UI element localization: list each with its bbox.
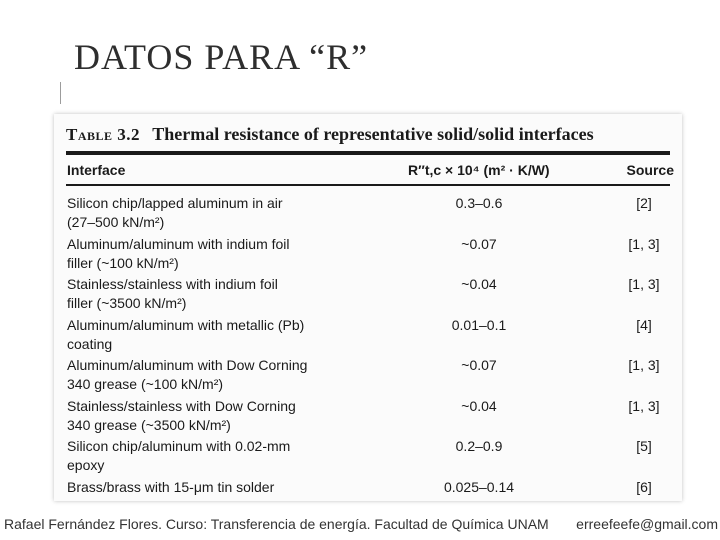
interface-line: 340 grease (~100 kN/m²) (67, 376, 224, 392)
interface-line: (27–500 kN/m²) (67, 214, 165, 230)
source-cell: [2] (636, 195, 652, 211)
interface-line: Silicon chip/aluminum with 0.02-mm (67, 438, 291, 454)
header-interface: Interface (67, 162, 126, 178)
resistance-cell: 0.025–0.14 (443, 478, 515, 495)
table-caption-label: Table 3.2 (66, 125, 141, 144)
footer-email: erreefeefe@gmail.com (576, 516, 718, 532)
header-source: Source (626, 162, 674, 178)
interface-line: filler (~3500 kN/m²) (67, 295, 187, 311)
table-row (54, 194, 682, 235)
source-cell: [5] (636, 438, 652, 454)
interface-line: Silicon chip/lapped aluminum in air (67, 195, 283, 211)
resistance-cell: ~0.04 (461, 397, 497, 414)
interface-cell (67, 194, 397, 232)
table-row (54, 478, 682, 519)
slide-title: DATOS PARA “R” (74, 37, 369, 77)
interface-cell (67, 235, 397, 273)
interface-line: Brass/brass with 15-μm tin solder (67, 478, 275, 495)
thermal-resistance-table (54, 114, 682, 501)
table-row (54, 356, 682, 397)
table-body (54, 194, 682, 518)
source-cell: [1, 3] (628, 397, 660, 414)
interface-cell (67, 478, 397, 497)
resistance-cell: ~0.07 (461, 235, 497, 252)
resistance-cell: 0.3–0.6 (455, 195, 503, 211)
table-row (54, 316, 682, 357)
interface-line: filler (~100 kN/m²) (67, 254, 179, 271)
table-row (54, 437, 682, 478)
interface-cell (67, 397, 397, 435)
table-caption (66, 124, 594, 145)
interface-line: Stainless/stainless with indium foil (67, 276, 278, 292)
table-row (54, 275, 682, 316)
table-row (54, 397, 682, 438)
interface-cell (67, 437, 397, 475)
interface-line: coating (67, 335, 113, 352)
interface-line: Stainless/stainless with Dow Corning (67, 397, 296, 414)
table-row (54, 235, 682, 276)
interface-cell (67, 316, 397, 354)
table-top-rule (66, 151, 670, 155)
interface-line: epoxy (67, 457, 105, 473)
interface-line: Aluminum/aluminum with indium foil (67, 235, 290, 252)
interface-line: Aluminum/aluminum with metallic (Pb) (67, 316, 305, 333)
source-cell: [1, 3] (628, 276, 660, 292)
header-resistance: R″t,c × 10⁴ (m² · K/W) (408, 162, 550, 178)
interface-cell (67, 275, 397, 313)
source-cell: [1, 3] (628, 235, 660, 252)
resistance-cell: 0.01–0.1 (451, 316, 507, 333)
resistance-cell: 0.2–0.9 (455, 438, 503, 454)
source-cell: [1, 3] (628, 357, 660, 373)
footer-credit: Rafael Fernández Flores. Curso: Transferencia de energía. Facultad de Química UNAM (4, 516, 549, 532)
interface-cell (67, 356, 397, 394)
table-caption-text: Thermal resistance of representative solid/solid interfaces (152, 124, 594, 144)
interface-line: Aluminum/aluminum with Dow Corning (67, 357, 308, 373)
source-cell: [4] (636, 316, 652, 333)
interface-line: 340 grease (~3500 kN/m²) (67, 416, 231, 433)
resistance-cell: ~0.07 (461, 357, 497, 373)
resistance-cell: ~0.04 (461, 276, 497, 292)
title-accent-line (60, 82, 61, 104)
source-cell: [6] (636, 478, 652, 495)
table-header-rule (66, 184, 670, 186)
